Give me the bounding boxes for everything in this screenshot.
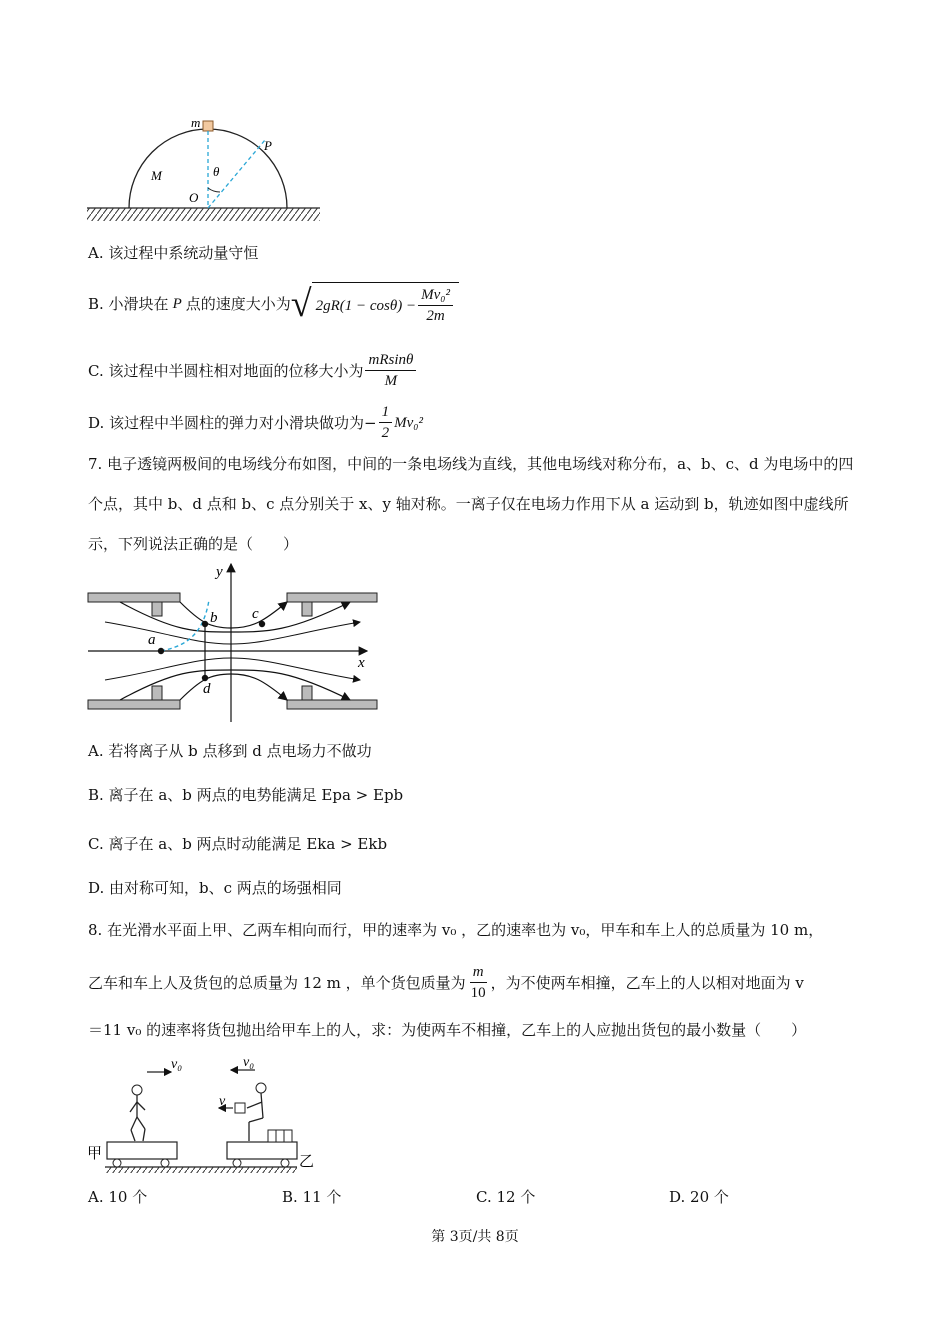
label-theta: θ [213,164,220,179]
v-label: v [219,1094,226,1109]
axis-x-label: x [358,655,365,671]
q8-option-d: D. 20 个 [669,1188,729,1206]
point-a-label: a [148,632,156,648]
point-c-label: c [252,606,259,622]
q6-option-c [88,350,418,391]
radicand-left: 2gR(1 − cosθ) − [315,297,417,314]
q8-option-c: C. 12 个 [476,1188,536,1206]
q8-line-2a: 乙车和车上人及货包的总质量为 12 m ，单个货包质量为 [88,973,466,992]
q8-frac-num: m [470,962,487,983]
q6-option-d-suffix: Mv₀² [394,414,423,431]
label-M: M [151,168,162,183]
q6-option-b-prefix: B. 小滑块在 [88,295,169,313]
label-P: P [264,138,272,153]
q8-option-a: A. 10 个 [88,1188,148,1206]
q8-option-b: B. 11 个 [282,1188,342,1206]
optd-frac-den: 2 [381,425,390,441]
half-cylinder-figure [85,110,325,230]
radicand [312,282,459,326]
point-d-label: d [203,681,211,697]
q7-option-a: A. 若将离子从 b 点移到 d 点电场力不做功 [88,742,372,760]
q6-option-a: A. 该过程中系统动量守恒 [88,244,259,262]
label-yi: 乙 [299,1152,315,1170]
electron-lens-figure [85,560,385,725]
page-footer: 第 3页/共 8页 [431,1229,519,1245]
label-m: m [191,115,201,130]
point-b-label: b [210,610,218,626]
radical-sign: √ [290,283,312,325]
q6-option-d-prefix: D. 该过程中半圆柱的弹力对小滑块做功为− [88,413,377,432]
q6-option-b [88,282,459,326]
optc-frac-den: M [384,373,398,389]
q6-option-b-mid: 点的速度大小为 [185,295,291,313]
v0-right-label: v₀ [243,1055,255,1070]
q7-option-b: B. 离子在 a、b 两点的电势能满足 Epa > Epb [88,786,404,804]
optb-frac-den: 2m [426,308,445,324]
axis-y-label: y [216,564,223,580]
q7-stem: 7. 电子透镜两极间的电场线分布如图，中间的一条电场线为直线，其他电场线对称分布，a、b、c、d 为电场中的四个点，其中 b、d 点和 b、c 点分别关于 x、y 轴对称。一离子仅在电场力作用下从 a 运动到 b，轨迹如图中虚线所示，下列说法正确的是（ ） [88,455,854,553]
sqrt-expression [291,282,459,326]
q8-line-2b: ，为不使两车相撞，乙车上的人以相对地面为 v [490,973,804,992]
q8-line-3: ＝11 v₀ 的速率将货包抛出给甲车上的人，求：为使两车不相撞，乙车上的人应抛出货包的最小数量（ ） [88,1021,807,1039]
q8-line-1: 8. 在光滑水平面上甲、乙两车相向而行，甲的速率为 v₀ ，乙的速率也为 v₀，甲车和车上人的总质量为 10 m， [88,921,824,939]
optb-frac-num: Mv₀² [418,285,453,306]
optd-frac-num: 1 [379,402,393,423]
v0-left-label: v₀ [171,1057,183,1072]
label-O: O [189,190,199,205]
q6-option-b-point: P [172,296,182,312]
optc-frac-num: mRsinθ [365,350,416,371]
q8-line-2 [88,962,804,1003]
q8-frac-den: 10 [470,985,486,1001]
q6-option-d [88,402,423,443]
q7-option-d: D. 由对称可知，b、c 两点的场强相同 [88,879,342,897]
q6-option-c-prefix: C. 该过程中半圆柱相对地面的位移大小为 [88,361,364,380]
q7-option-c: C. 离子在 a、b 两点时动能满足 Eka > Ekb [88,835,388,853]
label-jia: 甲 [87,1144,103,1162]
carts-figure [85,1050,325,1175]
